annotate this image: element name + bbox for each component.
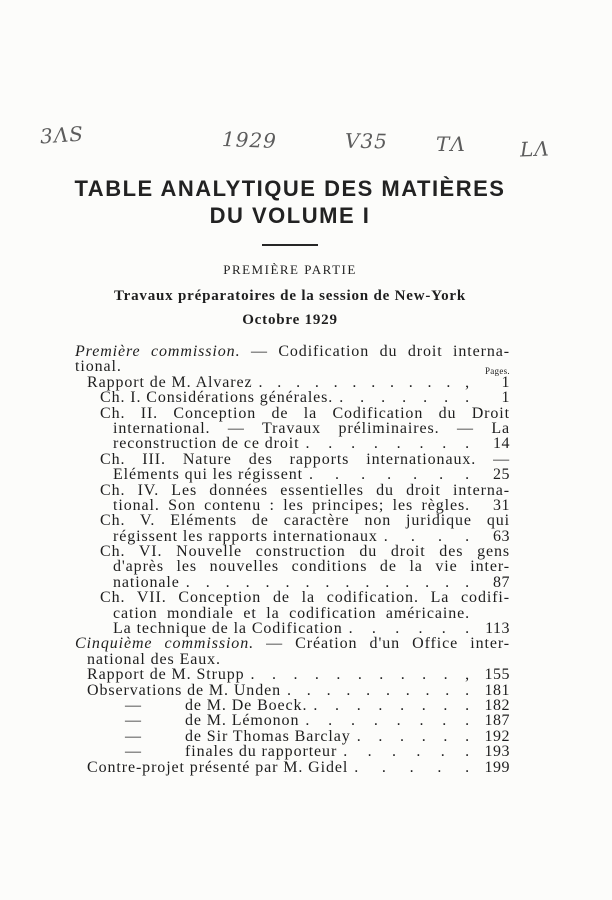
page-title-volume: DU VOLUME I (209, 203, 371, 228)
toc-entry (75, 698, 510, 713)
toc-entry (75, 667, 510, 682)
entry-text (87, 683, 470, 698)
part-heading: PREMIÈRE PARTIE (223, 262, 357, 277)
entry-text (113, 436, 470, 451)
handwritten-note: V35 (344, 128, 389, 154)
entry-label: de M. Lémonon (185, 712, 300, 730)
toc-entry (75, 744, 510, 759)
entry-label: reconstruction de ce droit (113, 435, 300, 453)
page-number: 25 (493, 466, 510, 484)
page-number: 193 (484, 743, 510, 761)
entry-text: Ch. V. Eléments de caractère non juridique qui (100, 512, 510, 530)
entry-title: — Codification du droit interna- (250, 343, 510, 360)
toc-entry (75, 760, 510, 775)
page-number: 113 (485, 620, 510, 638)
toc-entry (75, 713, 510, 728)
dot-leader: . . . . . . . (339, 389, 470, 407)
entry-label: La technique de la Codification (113, 620, 343, 638)
page-number: 31 (493, 496, 510, 514)
ditto-dash: — (125, 712, 142, 730)
toc-entry (75, 358, 510, 377)
toc-entry (75, 636, 510, 651)
commission-heading: Cinquième commission. (75, 635, 254, 653)
page-number: 63 (493, 527, 510, 545)
page-number: 182 (484, 696, 510, 714)
table-of-contents (75, 344, 510, 775)
page-number: 187 (484, 712, 510, 730)
entry-text: Ch. III. Nature des rapports internationaux. — (100, 450, 510, 468)
dot-leader: . . . . . . . . (313, 696, 470, 714)
handwritten-note: LΛ (519, 136, 551, 162)
entry-text (113, 467, 470, 482)
entry-text: national des Eaux. (87, 650, 221, 668)
toc-entry (75, 375, 510, 390)
dot-leader: . . . . . . . . . . . , (258, 373, 470, 391)
toc-entry (75, 729, 510, 744)
page-number: 87 (493, 573, 510, 591)
dot-leader: . . . . . . . . (305, 435, 470, 453)
dot-leader: . . . . . . . . . . . . . . . (185, 573, 470, 591)
handwritten-note: 1929 (221, 127, 278, 153)
entry-text: tional. (75, 358, 122, 376)
pages-column-label: Pages. (484, 366, 510, 377)
title-divider (262, 244, 318, 246)
entry-text (113, 621, 470, 636)
toc-entry (75, 621, 510, 636)
toc-entry (75, 652, 510, 667)
page-number: 1 (501, 389, 510, 407)
toc-entry (75, 529, 510, 544)
toc-entry (75, 606, 510, 621)
dot-leader: . . . . . . (356, 727, 470, 745)
entry-text (185, 744, 470, 759)
toc-entry (75, 452, 510, 467)
page-number: 192 (484, 727, 510, 745)
dot-leader: . . . . (383, 527, 470, 545)
ditto-dash: — (125, 696, 142, 714)
page-title: TABLE ANALYTIQUE DES MATIÈRES (74, 176, 506, 201)
toc-entry (75, 421, 510, 436)
toc-entry (75, 575, 510, 590)
entry-text: Ch. II. Conception de la Codification du Droit (100, 404, 510, 422)
commission-heading: Première commission. (75, 343, 241, 360)
dot-leader: . . . . . (354, 758, 470, 776)
toc-entry (75, 559, 510, 574)
entry-text (113, 529, 470, 544)
entry-title: — Création d'un Office inter- (266, 635, 510, 653)
entry-label: de M. De Boeck. (185, 696, 308, 714)
entry-label: Ch. I. Considérations générales. (100, 389, 334, 407)
entry-label: Rapport de M. Alvarez (87, 373, 253, 391)
toc-entry (75, 513, 510, 528)
entry-text (185, 713, 470, 728)
entry-text (75, 344, 510, 359)
entry-text (75, 636, 510, 651)
entry-text: Ch. VII. Conception de la codification. La codifi- (100, 589, 510, 607)
entry-label: finales du rapporteur (185, 743, 338, 761)
dot-leader: . . . . . . . . (305, 712, 470, 730)
ditto-dash: — (125, 727, 142, 745)
entry-label: nationale (113, 573, 180, 591)
entry-label: Contre-projet présenté par M. Gidel (87, 758, 349, 776)
dot-leader: . . . . . . . (309, 466, 470, 484)
page-number: 14 (493, 435, 510, 453)
entry-text: d'après les nouvelles conditions de la vie inter- (113, 558, 510, 576)
toc-entry (75, 498, 510, 513)
entry-text (87, 667, 470, 682)
dot-leader: . . . . . . . . . . , (250, 666, 470, 684)
entry-text: tional. Son contenu : les principes; les règles. (113, 496, 470, 514)
page-number: 181 (484, 681, 510, 699)
entry-label: régissent les rapports internationaux (113, 527, 378, 545)
entry-text (87, 760, 470, 775)
page-number: 1 (501, 373, 510, 391)
ditto-dash: — (125, 743, 142, 761)
entry-text (87, 375, 470, 390)
entry-text: Ch. IV. Les données essentielles du droit interna- (100, 481, 510, 499)
entry-text (113, 575, 470, 590)
part-subtitle: Travaux préparatoires de la session de New-York (113, 288, 467, 304)
handwritten-note: 3ΛS (39, 121, 85, 149)
dot-leader: . . . . . . . . . . (287, 681, 470, 699)
toc-entry (75, 483, 510, 498)
toc-entry (75, 683, 510, 698)
page-number: 155 (484, 666, 510, 684)
toc-entry (75, 344, 510, 359)
entry-label: Rapport de M. Strupp (87, 666, 245, 684)
entry-text (185, 729, 470, 744)
toc-entry (75, 406, 510, 421)
toc-entry (75, 590, 510, 605)
dot-leader: . . . . . . (343, 743, 470, 761)
handwritten-note: TΛ (436, 132, 466, 156)
toc-entry (75, 467, 510, 482)
dot-leader: . . . . . . (348, 620, 470, 638)
entry-label: de Sir Thomas Barclay (185, 727, 351, 745)
entry-text (185, 698, 470, 713)
part-date: Octobre 1929 (242, 312, 338, 328)
entry-label: Observations de M. Unden (87, 681, 282, 699)
entry-text: international. — Travaux préliminaires. — La (113, 419, 510, 437)
entry-text: Ch. VI. Nouvelle construction du droit des gens (100, 543, 510, 561)
toc-entry (75, 436, 510, 451)
toc-entry (75, 390, 510, 405)
toc-entry (75, 544, 510, 559)
entry-text (100, 390, 470, 405)
entry-text: cation mondiale et la codification américaine. (113, 604, 470, 622)
page-number: 199 (484, 758, 510, 776)
entry-label: Eléments qui les régissent (113, 466, 304, 484)
